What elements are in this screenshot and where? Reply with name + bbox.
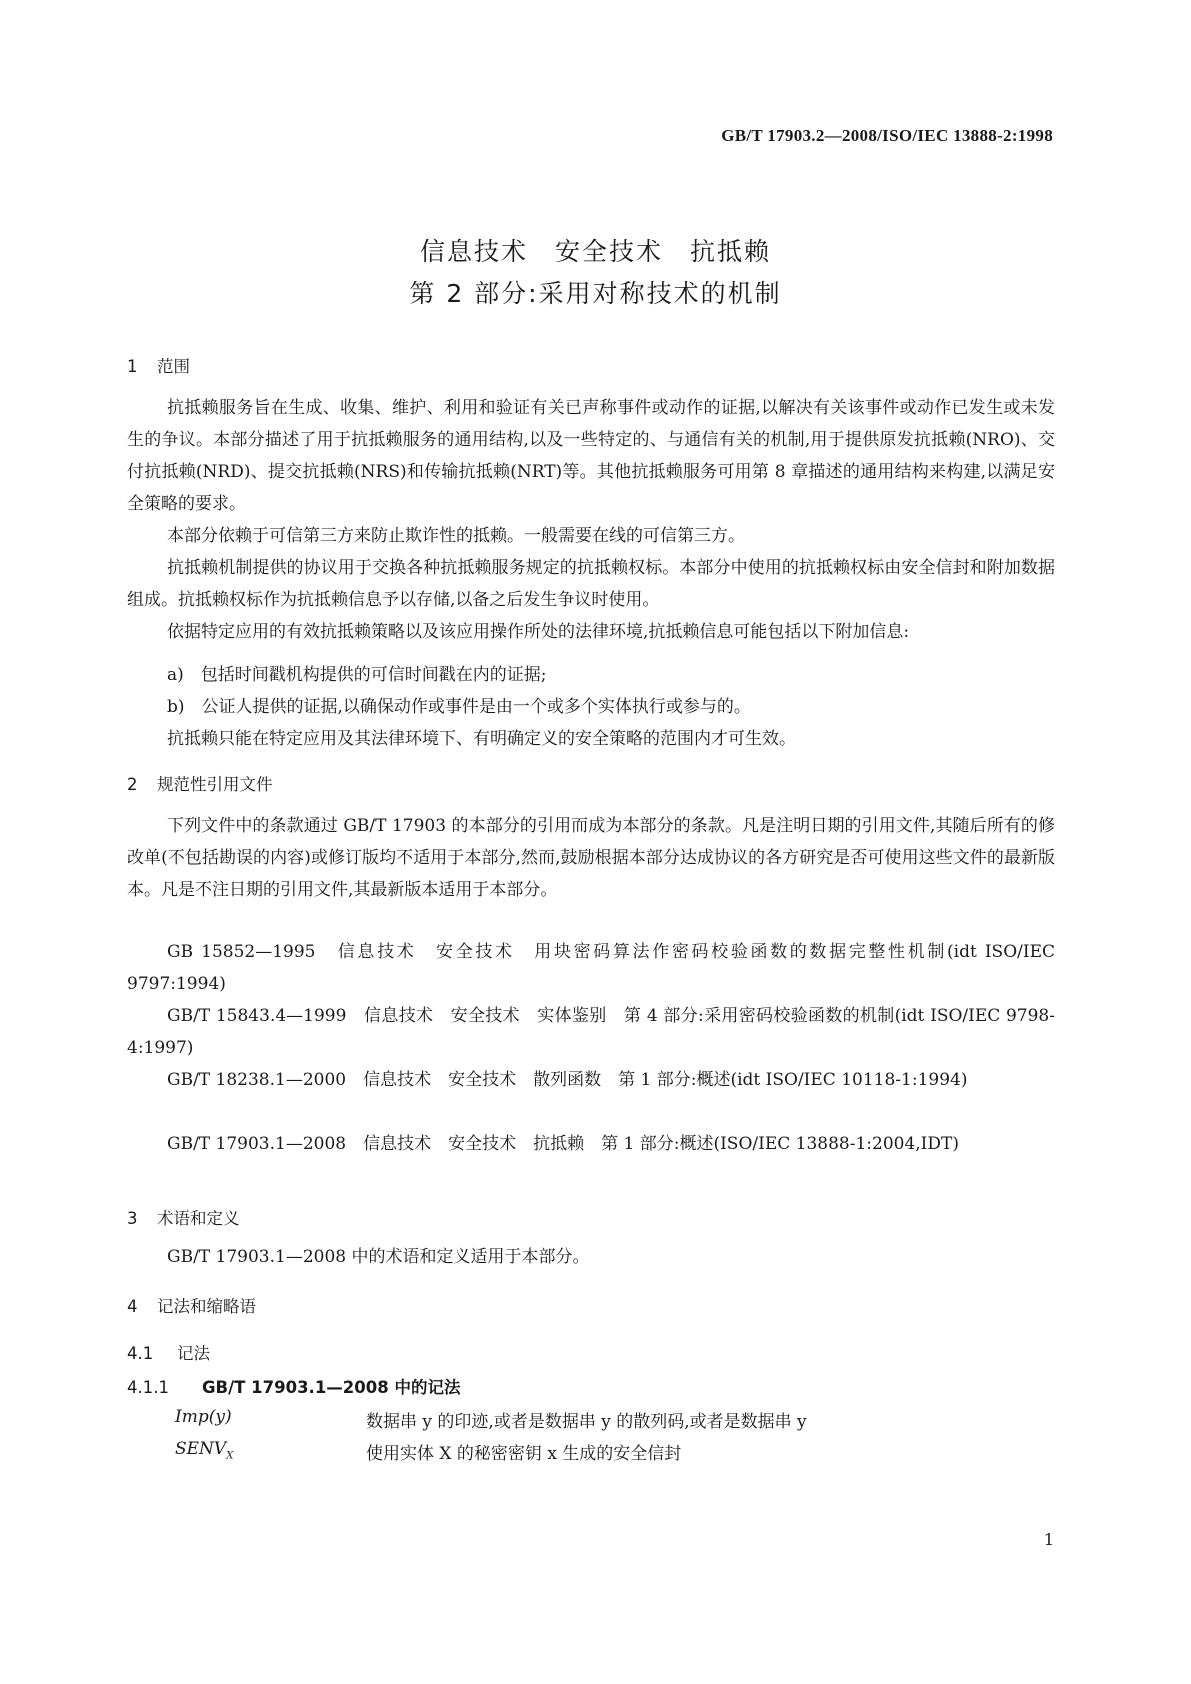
section-4-heading xyxy=(127,1293,256,1317)
subsection-4-1-heading xyxy=(127,1340,210,1364)
notation-symbol-text: Imp(y) xyxy=(175,1407,232,1427)
subsection-4-1-1-heading xyxy=(127,1374,460,1398)
list-item-b: b) 公证人提供的证据,以确保动作或事件是由一个或多个实体执行或参与的。 xyxy=(167,697,751,717)
subsection-title: GB/T 17903.1—2008 中的记法 xyxy=(202,1378,461,1397)
notation-symbol xyxy=(175,1439,233,1461)
subsection-number: 4.1.1 xyxy=(127,1378,169,1397)
section-number: 2 xyxy=(127,775,138,794)
section-3-heading xyxy=(127,1205,240,1229)
notation-definition: 数据串 y 的印迹,或者是数据串 y 的散列码,或者是数据串 y xyxy=(366,1412,807,1432)
section-title: 范围 xyxy=(157,357,190,376)
section-2-paragraph-1: 下列文件中的条款通过 GB/T 17903 的本部分的引用而成为本部分的条款。凡是注明日期的引用文件,其随后所有的修改单(不包括勘误的内容)或修订版均不适用于本部分,然而,鼓励根据本部分达成协议的各方研究是否可使用这些文件的最新版本。凡是不注日期的引用文件,其最新版本适用于本部分。 xyxy=(127,816,1055,900)
section-title: 规范性引用文件 xyxy=(157,775,273,794)
section-1-paragraph-1: 抗抵赖服务旨在生成、收集、维护、利用和验证有关已声称事件或动作的证据,以解决有关该事件或动作已发生或未发生的争议。本部分描述了用于抗抵赖服务的通用结构,以及一些特定的、与通信有关的机制,用于提供原发抗抵赖(NRO)、交付抗抵赖(NRD)、提交抗抵赖(NRS)和传输抗抵赖(NRT)等。其他抗抵赖服务可用第 8 章描述的通用结构来构建,以满足安全策略的要求。 xyxy=(127,398,1055,514)
normative-reference: GB 15852—1995 信息技术 安全技术 用块密码算法作密码校验函数的数据完整性机制(idt ISO/IEC 9797:1994) xyxy=(127,942,1055,994)
section-1-heading xyxy=(127,353,190,377)
section-number: 4 xyxy=(127,1297,138,1316)
section-title: 记法和缩略语 xyxy=(157,1297,256,1316)
section-title: 术语和定义 xyxy=(157,1209,240,1228)
subsection-number: 4.1 xyxy=(127,1344,154,1363)
document-title-line2: 第 2 部分:采用对称技术的机制 xyxy=(409,279,782,308)
section-1-paragraph-5: 抗抵赖只能在特定应用及其法律环境下、有明确定义的安全策略的范围内才可生效。 xyxy=(167,729,796,749)
notation-definition: 使用实体 X 的秘密密钥 x 生成的安全信封 xyxy=(366,1444,682,1464)
section-1-paragraph-3: 抗抵赖机制提供的协议用于交换各种抗抵赖服务规定的抗抵赖权标。本部分中使用的抗抵赖权标由安全信封和附加数据组成。抗抵赖权标作为抗抵赖信息予以存储,以备之后发生争议时使用。 xyxy=(127,558,1055,610)
standard-code: GB/T 17903.2—2008/ISO/IEC 13888-2:1998 xyxy=(721,126,1053,145)
normative-reference: GB/T 17903.1—2008 信息技术 安全技术 抗抵赖 第 1 部分:概述(ISO/IEC 13888-1:2004,IDT) xyxy=(167,1134,960,1154)
document-title-line1: 信息技术 安全技术 抗抵赖 xyxy=(419,237,771,266)
subsection-title: 记法 xyxy=(177,1344,210,1363)
notation-subscript: X xyxy=(226,1450,234,1462)
page-number: 1 xyxy=(1043,1530,1054,1549)
normative-reference: GB/T 18238.1—2000 信息技术 安全技术 散列函数 第 1 部分:概述(idt ISO/IEC 10118-1:1994) xyxy=(167,1070,968,1090)
normative-reference: GB/T 15843.4—1999 信息技术 安全技术 实体鉴别 第 4 部分:采用密码校验函数的机制(idt ISO/IEC 9798-4:1997) xyxy=(127,1006,1055,1058)
section-1-paragraph-4: 依据特定应用的有效抗抵赖策略以及该应用操作所处的法律环境,抗抵赖信息可能包括以下附加信息: xyxy=(167,622,910,642)
notation-symbol xyxy=(175,1407,232,1427)
section-1-paragraph-2: 本部分依赖于可信第三方来防止欺诈性的抵赖。一般需要在线的可信第三方。 xyxy=(167,526,745,546)
section-3-paragraph-1: GB/T 17903.1—2008 中的术语和定义适用于本部分。 xyxy=(167,1247,590,1267)
notation-symbol-text: SENV xyxy=(175,1439,227,1459)
section-number: 3 xyxy=(127,1209,138,1228)
section-number: 1 xyxy=(127,357,138,376)
section-2-heading xyxy=(127,771,273,795)
list-item-a: a) 包括时间戳机构提供的可信时间戳在内的证据; xyxy=(167,665,547,685)
